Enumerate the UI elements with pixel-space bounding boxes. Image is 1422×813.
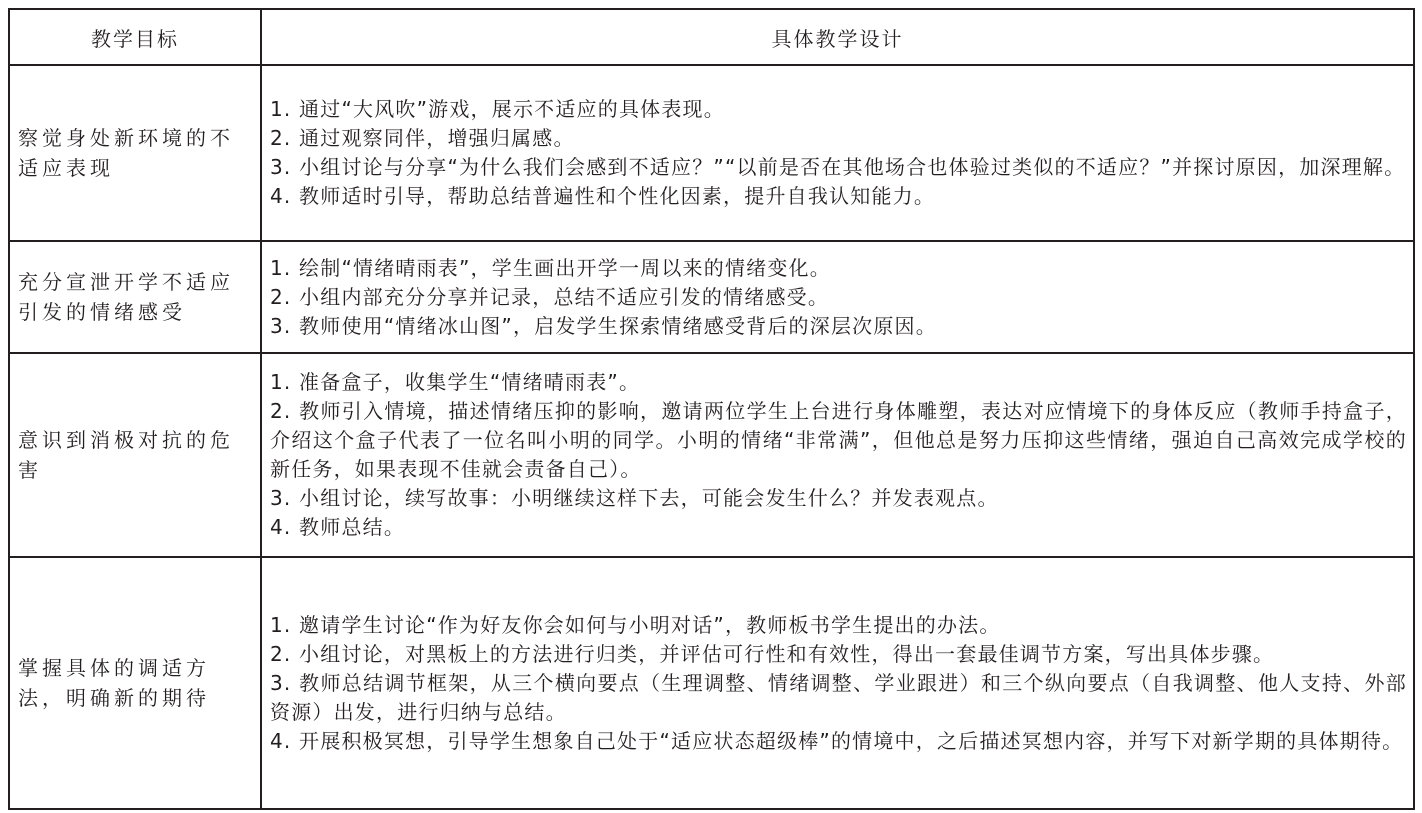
design-step: 2. 教师引入情境，描述情绪压抑的影响，邀请两位学生上台进行身体雕塑，表达对应情境下的身体反应（教师手持盒子，介绍这个盒子代表了一位名叫小明的同学。小明的情绪“非常满”，但他总是努力压抑这些情绪，强迫自己高效完成学校的新任务，如果表现不佳就会责备自己）。 [270,399,1407,481]
header-teaching-goal: 教学目标 [9,9,261,65]
design-step: 1. 邀请学生讨论“作为好友你会如何与小明对话”，教师板书学生提出的办法。 [270,612,1001,637]
row-design [261,353,1414,557]
row-goal: 掌握具体的调适方法，明确新的期待 [9,557,261,809]
row-goal: 充分宣泄开学不适应引发的情绪感受 [9,241,261,353]
table-header-row [9,9,1414,65]
design-step: 3. 教师总结调节框架，从三个横向要点（生理调整、情绪调整、学业跟进）和三个纵向要点（自我调整、他人支持、外部资源）出发，进行归纳与总结。 [270,670,1407,724]
design-step: 2. 通过观察同伴，增强归属感。 [270,126,575,150]
table-row [9,557,1414,809]
row-design [261,65,1414,241]
design-step: 1. 绘制“情绪晴雨表”，学生画出开学一周以来的情绪变化。 [270,255,831,280]
table-row [9,353,1414,557]
design-step: 4. 教师适时引导，帮助总结普遍性和个性化因素，提升自我认知能力。 [270,184,936,208]
design-step: 4. 教师总结。 [270,515,406,539]
design-step: 3. 小组讨论与分享“为什么我们会感到不适应？”“以前是否在其他场合也体验过类似的不适应？”并探讨原因，加深理解。 [270,155,1406,179]
row-goal: 察觉身处新环境的不适应表现 [9,65,261,241]
design-step: 3. 小组讨论，续写故事：小明继续这样下去，可能会发生什么？并发表观点。 [270,486,999,510]
header-teaching-design: 具体教学设计 [261,9,1414,65]
design-step: 3. 教师使用“情绪冰山图”，启发学生探索情绪感受背后的深层次原因。 [270,313,937,338]
row-design [261,241,1414,353]
design-step: 1. 通过“大风吹”游戏，展示不适应的具体表现。 [270,97,725,121]
design-step: 2. 小组讨论，对黑板上的方法进行归类，并评估可行性和有效性，得出一套最佳调节方案，写出具体步骤。 [270,641,1275,666]
lesson-design-table [8,8,1415,810]
table-row [9,241,1414,353]
table-row [9,65,1414,241]
design-step: 4. 开展积极冥想，引导学生想象自己处于“适应状态超级棒”的情境中，之后描述冥想内容，并写下对新学期的具体期待。 [270,728,1404,753]
design-step: 2. 小组内部充分分享并记录，总结不适应引发的情绪感受。 [270,284,830,309]
row-goal: 意识到消极对抗的危害 [9,353,261,557]
design-step: 1. 准备盒子，收集学生“情绪晴雨表”。 [270,370,641,394]
row-design [261,557,1414,809]
